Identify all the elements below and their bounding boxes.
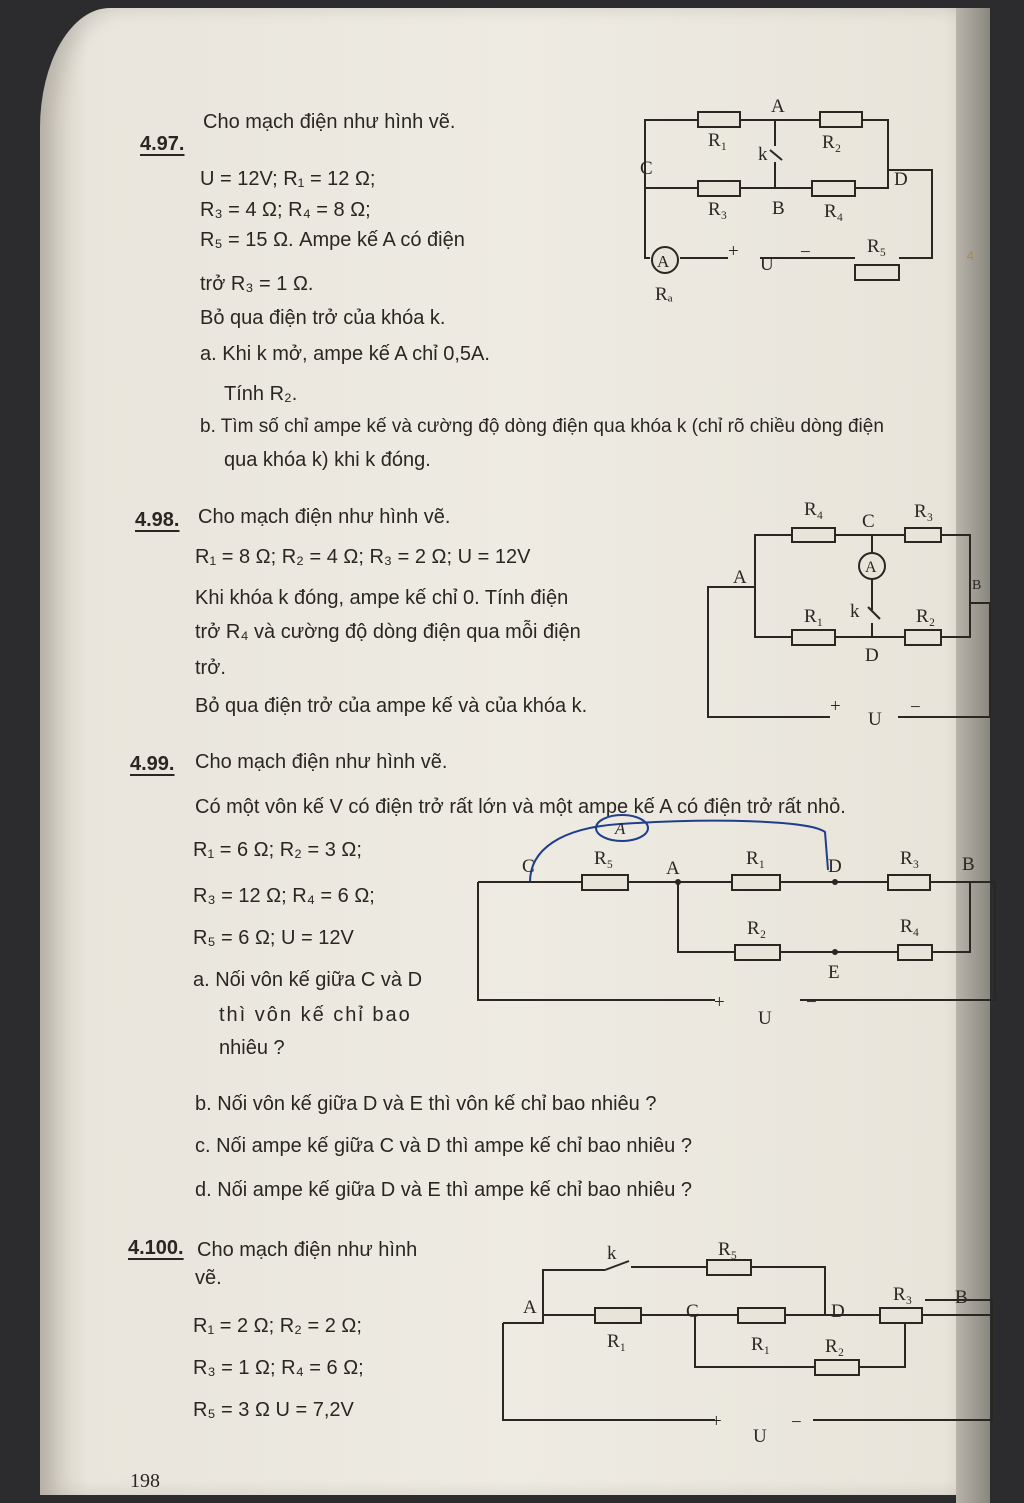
fig4100-label-minus: −	[791, 1412, 802, 1433]
p498-line-1: Cho mạch điện như hình vẽ.	[198, 506, 451, 528]
p497-line-9: b. Tìm số chỉ ampe kế và cường độ dòng điện qua khóa k (chỉ rõ chiều dòng điện	[200, 416, 884, 437]
fig498-label-R2: R₂	[916, 606, 936, 627]
fig499-label-R4: R₄	[900, 916, 920, 937]
fig499-label-R3: R₃	[900, 848, 920, 869]
p497-line-1: Cho mạch điện như hình vẽ.	[203, 111, 456, 133]
fig4100-label-B: B	[955, 1287, 968, 1308]
fig497-label-R4: R₄	[824, 201, 844, 222]
fig498-label-R4: R₄	[804, 499, 824, 520]
fig497-label-C: C	[640, 158, 653, 179]
handwritten-ammeter-label: A	[615, 819, 626, 838]
p497-line-2: U = 12V; R₁ = 12 Ω;	[200, 168, 376, 190]
fig4100-label-R5: R₅	[718, 1239, 738, 1260]
p499-line-11: d. Nối ampe kế giữa D và E thì ampe kế chỉ bao nhiêu ?	[195, 1179, 693, 1201]
fig497-label-minus: −	[800, 242, 811, 263]
p497-line-6: Bỏ qua điện trở của khóa k.	[200, 307, 446, 329]
p4100-line-5: R₅ = 3 Ω U = 7,2V	[193, 1399, 354, 1421]
fig4100-label-R1-mid: R₁	[751, 1334, 771, 1355]
p497-line-3: R₃ = 4 Ω; R₄ = 8 Ω;	[200, 199, 371, 221]
fig498-label-R3: R₃	[914, 501, 934, 522]
page-number: 198	[130, 1470, 160, 1492]
p498-line-2: R₁ = 8 Ω; R₂ = 4 Ω; R₃ = 2 Ω; U = 12V	[195, 546, 531, 568]
p498-line-5: trở.	[195, 657, 226, 679]
fig498-label-D: D	[865, 645, 879, 666]
p497-line-7: a. Khi k mở, ampe kế A chỉ 0,5A.	[200, 343, 490, 365]
p499-line-4: R₃ = 12 Ω; R₄ = 6 Ω;	[193, 885, 375, 907]
fig499-label-D: D	[828, 856, 842, 877]
fig497-label-B: B	[772, 198, 785, 219]
p4100-line-4: R₃ = 1 Ω; R₄ = 6 Ω;	[193, 1357, 364, 1379]
side-tab: 4	[966, 248, 974, 263]
fig499-label-A: A	[666, 858, 680, 879]
p499-line-6: a. Nối vôn kế giữa C và D	[193, 969, 423, 991]
fig4100-label-plus: +	[711, 1411, 722, 1432]
p499-line-9: b. Nối vôn kế giữa D và E thì vôn kế chỉ bao nhiêu ?	[195, 1093, 657, 1115]
p499-line-3: R₁ = 6 Ω; R₂ = 3 Ω;	[193, 839, 362, 861]
problem-number-4-99: 4.99.	[130, 753, 175, 775]
fig497-label-Ra: Rₐ	[655, 284, 673, 305]
p4100-line-2: vẽ.	[195, 1267, 222, 1289]
fig497-label-plus: +	[728, 241, 739, 262]
fig499-label-minus: −	[806, 992, 817, 1013]
fig497-label-k: k	[758, 144, 768, 165]
p499-line-8: nhiêu ?	[219, 1037, 285, 1059]
fig4100-label-k: k	[607, 1243, 617, 1264]
circuit-4-100	[495, 1235, 1000, 1450]
p498-line-3: Khi khóa k đóng, ampe kế chỉ 0. Tính điện	[195, 587, 569, 609]
fig499-label-R2: R₂	[747, 918, 767, 939]
p497-line-10: qua khóa k) khi k đóng.	[224, 449, 431, 471]
fig499-label-R1: R₁	[746, 848, 766, 869]
p499-line-7: thì vôn kế chỉ bao	[219, 1004, 412, 1026]
p498-line-6: Bỏ qua điện trở của ampe kế và của khóa k.	[195, 695, 588, 717]
fig497-label-R2: R₂	[822, 132, 842, 153]
fig498-label-A: A	[733, 567, 747, 588]
p497-line-5: trở R₃ = 1 Ω.	[200, 273, 314, 295]
fig498-label-U: U	[868, 709, 882, 730]
fig497-label-R3: R₃	[708, 199, 728, 220]
fig498-ammeter-A: A	[865, 559, 877, 576]
fig499-label-plus: +	[714, 992, 725, 1013]
fig497-label-D: D	[894, 169, 908, 190]
fig4100-label-R3: R₃	[893, 1284, 913, 1305]
fig4100-label-A: A	[523, 1297, 537, 1318]
fig499-label-C: C	[522, 856, 535, 877]
fig499-label-U: U	[758, 1008, 772, 1029]
p499-line-1: Cho mạch điện như hình vẽ.	[195, 751, 448, 773]
fig498-label-k: k	[850, 601, 860, 622]
p498-line-4: trở R₄ và cường độ dòng điện qua mỗi điện	[195, 621, 581, 643]
p499-line-10: c. Nối ampe kế giữa C và D thì ampe kế chỉ bao nhiêu ?	[195, 1135, 692, 1157]
p4100-line-3: R₁ = 2 Ω; R₂ = 2 Ω;	[193, 1315, 362, 1337]
fig498-label-minus: −	[910, 697, 921, 718]
fig498-label-B: B	[972, 578, 982, 593]
p4100-line-1: Cho mạch điện như hình	[197, 1239, 418, 1261]
fig497-label-U: U	[760, 254, 774, 275]
fig4100-label-D: D	[831, 1301, 845, 1322]
fig498-label-R1: R₁	[804, 606, 824, 627]
circuit-4-97	[600, 90, 945, 315]
fig497-label-R1: R₁	[708, 130, 728, 151]
fig499-label-B: B	[962, 854, 975, 875]
p499-line-5: R₅ = 6 Ω; U = 12V	[193, 927, 354, 949]
problem-number-4-97: 4.97.	[140, 133, 185, 155]
fig498-label-plus: +	[830, 696, 841, 717]
fig499-label-R5: R₅	[594, 848, 614, 869]
fig4100-label-C: C	[686, 1301, 699, 1322]
p497-line-4: R₅ = 15 Ω. Ampe kế A có điện	[200, 229, 465, 251]
fig4100-label-R1-left: R₁	[607, 1331, 627, 1352]
fig499-label-E: E	[828, 962, 840, 983]
p499-line-2: Có một vôn kế V có điện trở rất lớn và một ampe kế A có điện trở rất nhỏ.	[195, 796, 846, 818]
fig497-ammeter-A: A	[657, 252, 670, 271]
fig498-label-C: C	[862, 511, 875, 532]
fig4100-label-R2: R₂	[825, 1336, 845, 1357]
fig497-label-R5: R₅	[867, 236, 887, 257]
problem-number-4-98: 4.98.	[135, 509, 180, 531]
problem-number-4-100: 4.100.	[128, 1237, 184, 1259]
fig4100-label-U: U	[753, 1426, 767, 1447]
circuit-4-98	[700, 495, 1000, 730]
circuit-4-99	[470, 810, 1000, 1040]
p497-line-8: Tính R₂.	[224, 383, 298, 405]
fig497-label-A: A	[771, 96, 785, 117]
